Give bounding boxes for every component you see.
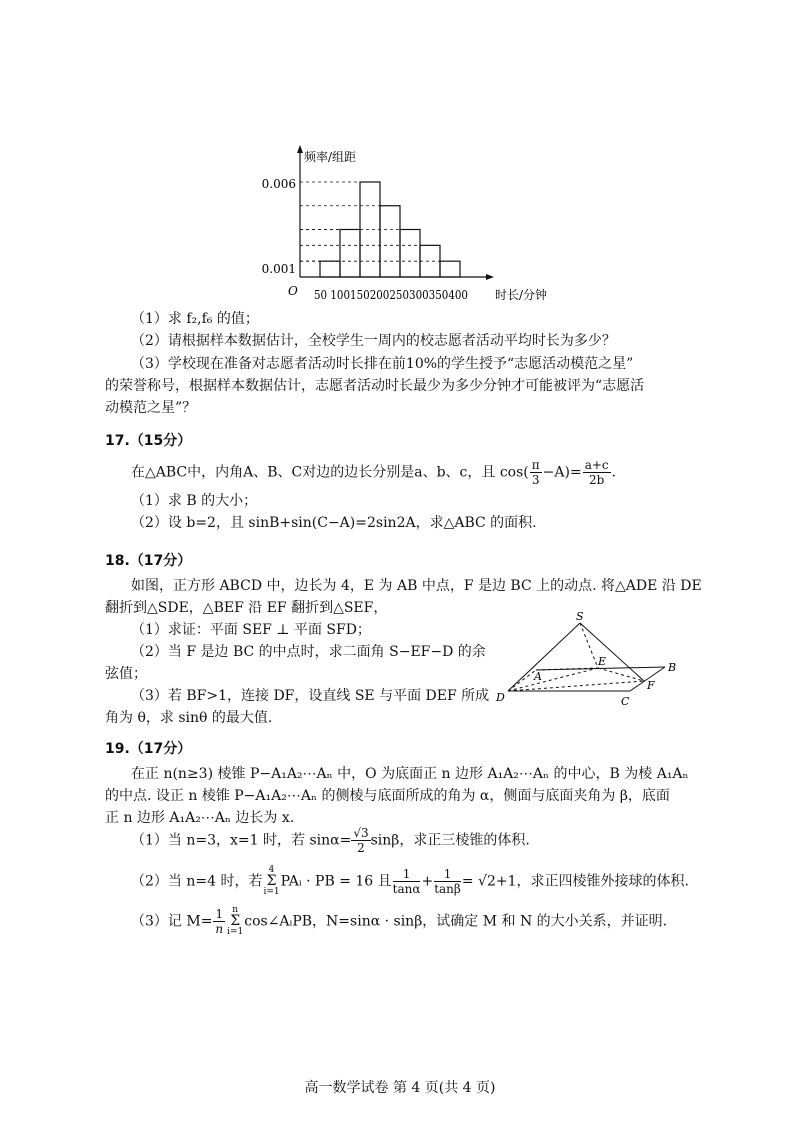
- q17-minus-a: −A)=: [542, 464, 582, 481]
- q19-p2-text-b: PAᵢ · PB = 16 且: [280, 873, 392, 890]
- q17-rhs-num: a+c: [584, 458, 609, 472]
- q19-heading: 19.（17分）: [105, 741, 192, 757]
- x-tick-label: 250: [389, 288, 413, 302]
- q18-line1: 如图，正方形 ABCD 中，边长为 4，E 为 AB 中点，F 是边 BC 上的动点. 将△ADE 沿 DE: [131, 578, 702, 594]
- histogram-bar: [320, 261, 340, 277]
- q17-end: .: [611, 464, 617, 481]
- q19-line2: 的中点. 设正 n 棱锥 P−A₁A₂⋯Aₙ 的侧棱与底面所成的角为 α，侧面与底面夹角为 β，底面: [105, 788, 670, 804]
- y-tick-label: 0.006: [261, 177, 296, 191]
- histogram-bar: [400, 230, 420, 278]
- q16-part3-line3: 动模范之星”？: [105, 400, 197, 416]
- q18-line2: 翻折到△SDE，△BEF 沿 EF 翻折到△SEF，: [105, 600, 388, 616]
- sigma-icon: Σ: [230, 913, 241, 929]
- q19-part1: [131, 826, 530, 862]
- q19-p3-frac-num: 1: [215, 907, 224, 921]
- x-tick-label: 400: [448, 288, 472, 302]
- q19-part2: [131, 866, 689, 906]
- page-footer: 高一数学试卷 第 4 页(共 4 页): [304, 1080, 496, 1096]
- q19-p1-text-b: sinβ，求正三棱锥的体积.: [370, 832, 530, 849]
- fig-label-b: B: [668, 661, 677, 674]
- q19-p2-text-a: （2）当 n=4 时，若: [131, 873, 263, 890]
- q18-part2-line1: （2）当 F 是边 BC 的中点时，求二面角 S−EF−D 的余: [131, 644, 486, 660]
- x-tick-label: 350: [428, 288, 452, 302]
- origin-label: O: [288, 284, 298, 298]
- histogram-bar: [440, 261, 460, 277]
- q16-part3-line1: （3）学校现在准备对志愿者活动时长排在前10%的学生授予“志愿活动模范之星”: [131, 356, 634, 372]
- q17-pi: π: [531, 458, 540, 472]
- q19-p2-frac-b-den: tanβ: [434, 882, 461, 896]
- q19-line3: 正 n 边形 A₁A₂⋯Aₙ 边长为 x.: [105, 810, 295, 826]
- q19-p2-frac-a-den: tanα: [392, 882, 421, 896]
- q19-p2-text-c: = √2+1，求正四棱锥外接球的体积.: [461, 873, 689, 890]
- q18-part1: （1）求证：平面 SEF ⊥ 平面 SFD；: [131, 622, 371, 638]
- q19-p3-sum-bot: i=1: [227, 927, 244, 937]
- q19-part3: [131, 906, 667, 948]
- q16-part1: （1）求 f₂,f₆ 的值；: [131, 311, 259, 327]
- q19-p1-den: 2: [357, 841, 365, 855]
- q17-heading: 17.（15分）: [105, 433, 192, 449]
- q19-p2-sum-top: 4: [268, 865, 275, 875]
- x-axis-label: 时长/分钟: [495, 288, 548, 302]
- y-tick-label: 0.001: [261, 262, 296, 276]
- x-tick-label: 100: [330, 288, 354, 302]
- q18-heading: 18.（17分）: [105, 553, 192, 569]
- histogram-chart: [250, 140, 580, 305]
- y-axis-arrow: [297, 145, 303, 153]
- q19-p3-frac: [213, 907, 225, 936]
- q17-fraction-rhs: [583, 458, 611, 487]
- q19-p1-text-a: （1）当 n=3，x=1 时，若 sinα=: [131, 832, 352, 849]
- q18-part3-line1: （3）若 BF>1，连接 DF，设直线 SE 与平面 DEF 所成: [131, 688, 490, 704]
- q16-part3-line2: 的荣誉称号，根据样本数据估计，志愿者活动时长最少为多少分钟才可能被评为“志愿活: [105, 378, 645, 394]
- q19-p3-frac-den: n: [215, 922, 224, 936]
- fig-label-c: C: [621, 695, 630, 708]
- q17-three: 3: [531, 473, 540, 487]
- fig-label-s: S: [576, 610, 584, 623]
- plus-sign: +: [421, 873, 434, 890]
- q16-part2: （2）请根据样本数据估计，全校学生一周内的校志愿者活动平均时长为多少？: [131, 333, 616, 349]
- x-tick-label: 200: [369, 288, 393, 302]
- q18-part3-line2: 角为 θ，求 sinθ 的最大值.: [105, 710, 273, 726]
- q19-p2-sum-bot: i=1: [263, 887, 280, 897]
- q19-p1-fraction: [351, 826, 370, 855]
- x-tick-label: 300: [409, 288, 432, 302]
- q19-p3-sum: [227, 906, 243, 937]
- q19-line1: 在正 n(n≥3) 棱锥 P−A₁A₂⋯Aₙ 中，O 为底面正 n 边形 A₁A₂⋯Aₙ 的中心，B 为棱 A₁Aₙ: [131, 766, 689, 782]
- histogram-bar: [340, 230, 360, 278]
- x-tick-labels: [314, 288, 472, 302]
- q19-p1-num: √3: [353, 826, 369, 840]
- q18-figure: [490, 608, 690, 720]
- sigma-icon: Σ: [266, 873, 277, 889]
- q19-p3-text-b: cos∠AᵢPB，N=sinα · sinβ，试确定 M 和 N 的大小关系，并证明.: [244, 913, 668, 930]
- q19-p2-frac-a-num: 1: [393, 867, 421, 882]
- q18-part2-line2: 弦值；: [105, 666, 147, 682]
- q19-p3-sum-top: n: [232, 905, 239, 915]
- q17-fraction-pi-over-3: [530, 458, 542, 487]
- q17-part1: （1）求 B 的大小；: [131, 493, 258, 509]
- q17-intro-text: 在△ABC中，内角A、B、C对边的边长分别是a、b、c，且 cos(: [131, 464, 529, 481]
- q19-p3-text-a: （3）记 M=: [131, 913, 213, 930]
- q17-part2: （2）设 b=2，且 sinB+sin(C−A)=2sin2A，求△ABC 的面积.: [131, 515, 537, 531]
- fig-label-e: E: [598, 655, 607, 668]
- x-tick-label: 50: [314, 288, 334, 302]
- q19-p2-sum: [263, 866, 279, 897]
- fig-label-f: F: [647, 679, 655, 692]
- x-tick-label: 150: [350, 288, 373, 302]
- y-axis-label: 频率/组距: [304, 150, 357, 164]
- q19-p2-frac-b-num: 1: [434, 867, 461, 882]
- q19-p2-frac-b: [434, 867, 461, 896]
- histogram-bar: [380, 206, 400, 277]
- q17-rhs-den: 2b: [589, 473, 605, 487]
- q19-p2-frac-a: [393, 867, 421, 896]
- x-axis-arrow: [486, 274, 494, 280]
- fig-label-a: A: [534, 670, 542, 683]
- fig-label-d: D: [496, 691, 505, 704]
